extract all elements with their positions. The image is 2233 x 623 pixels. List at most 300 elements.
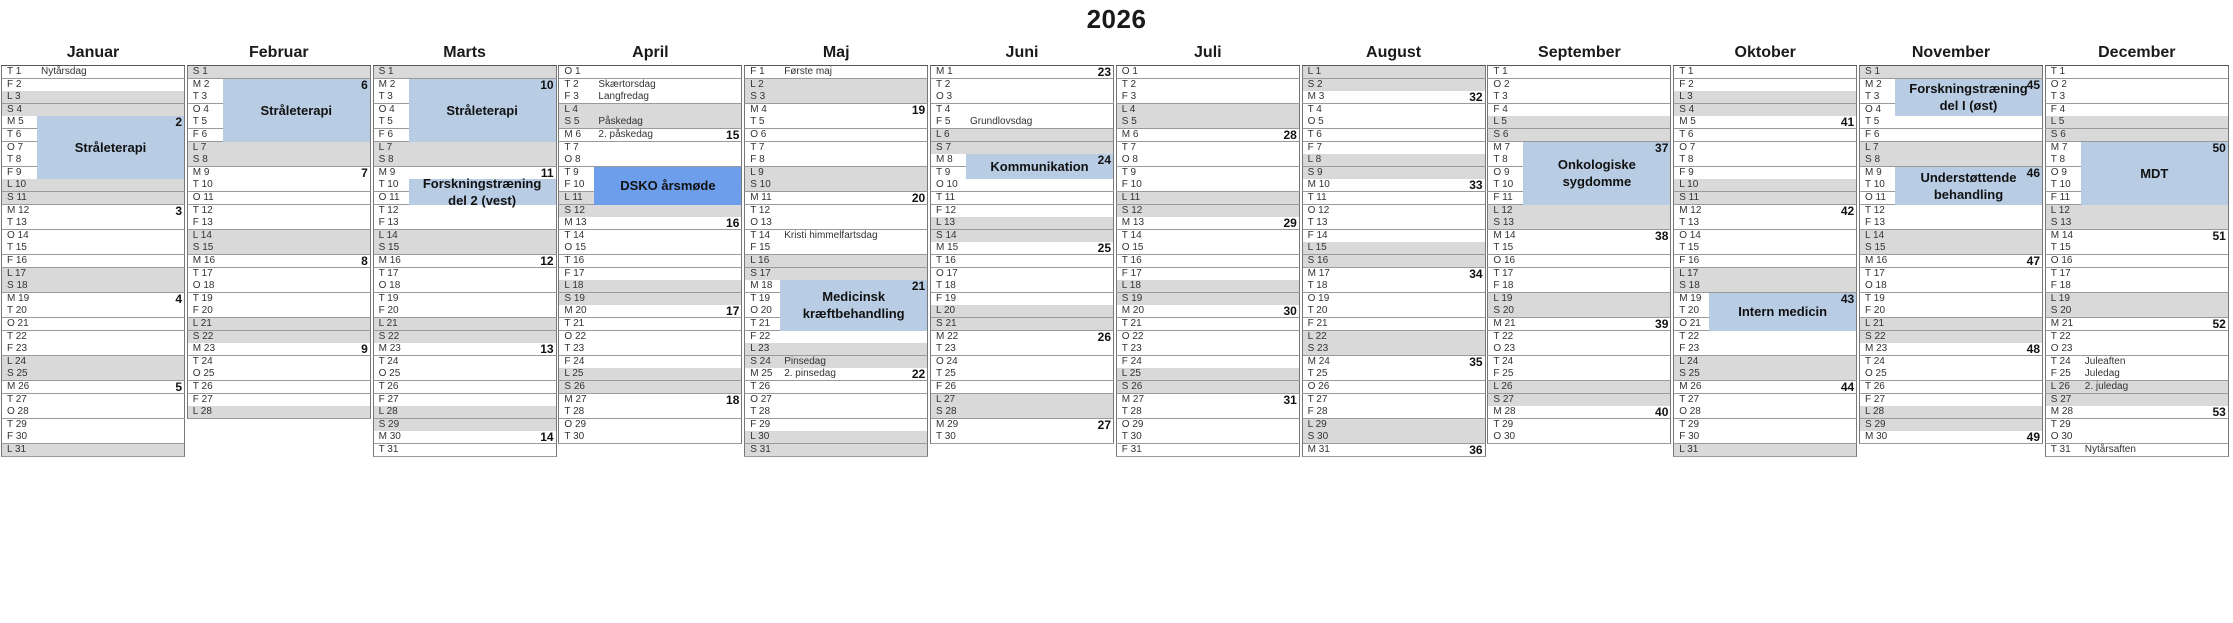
day-cell[interactable] bbox=[1, 343, 185, 356]
day-cell[interactable] bbox=[373, 142, 557, 155]
day-cell[interactable] bbox=[744, 91, 928, 104]
day-cell[interactable] bbox=[187, 230, 371, 243]
day-cell[interactable] bbox=[2045, 293, 2229, 306]
day-cell[interactable] bbox=[930, 104, 1114, 117]
day-cell[interactable] bbox=[930, 431, 1114, 444]
day-cell[interactable] bbox=[744, 167, 928, 180]
day-cell[interactable] bbox=[1116, 205, 1300, 218]
day-cell[interactable] bbox=[1116, 179, 1300, 192]
day-cell[interactable] bbox=[558, 142, 742, 155]
day-cell[interactable] bbox=[373, 293, 557, 306]
day-cell[interactable] bbox=[187, 280, 371, 293]
day-cell[interactable] bbox=[558, 66, 742, 79]
day-cell[interactable] bbox=[558, 154, 742, 167]
day-cell[interactable] bbox=[1673, 431, 1857, 444]
day-cell[interactable] bbox=[930, 217, 1114, 230]
day-cell[interactable] bbox=[1302, 104, 1486, 117]
day-cell[interactable] bbox=[930, 242, 1114, 255]
day-cell[interactable] bbox=[558, 368, 742, 381]
day-cell[interactable] bbox=[558, 318, 742, 331]
day-cell[interactable] bbox=[930, 205, 1114, 218]
day-cell[interactable] bbox=[187, 142, 371, 155]
day-cell[interactable] bbox=[1673, 217, 1857, 230]
day-cell[interactable] bbox=[373, 280, 557, 293]
day-cell[interactable] bbox=[1673, 179, 1857, 192]
day-cell[interactable] bbox=[1116, 343, 1300, 356]
day-cell[interactable] bbox=[1302, 356, 1486, 369]
day-cell[interactable] bbox=[1673, 142, 1857, 155]
day-cell[interactable] bbox=[558, 305, 742, 318]
day-cell[interactable] bbox=[1673, 331, 1857, 344]
day-cell[interactable] bbox=[1116, 406, 1300, 419]
day-cell[interactable] bbox=[373, 394, 557, 407]
day-cell[interactable] bbox=[930, 79, 1114, 92]
day-cell[interactable] bbox=[187, 242, 371, 255]
day-cell[interactable] bbox=[1859, 431, 2043, 444]
day-cell[interactable] bbox=[187, 356, 371, 369]
day-cell[interactable] bbox=[187, 66, 371, 79]
day-cell[interactable] bbox=[1302, 431, 1486, 444]
day-cell[interactable] bbox=[558, 217, 742, 230]
day-cell[interactable] bbox=[187, 192, 371, 205]
day-cell[interactable] bbox=[930, 129, 1114, 142]
day-cell[interactable] bbox=[1859, 293, 2043, 306]
event-block[interactable] bbox=[1523, 142, 1670, 205]
day-cell[interactable] bbox=[1, 66, 185, 79]
day-cell[interactable] bbox=[558, 104, 742, 117]
day-cell[interactable] bbox=[930, 318, 1114, 331]
day-cell[interactable] bbox=[1116, 444, 1300, 457]
day-cell[interactable] bbox=[558, 255, 742, 268]
day-cell[interactable] bbox=[1487, 230, 1671, 243]
day-cell[interactable] bbox=[1116, 305, 1300, 318]
day-cell[interactable] bbox=[744, 331, 928, 344]
day-cell[interactable] bbox=[1302, 217, 1486, 230]
day-cell[interactable] bbox=[558, 116, 742, 129]
day-cell[interactable] bbox=[744, 356, 928, 369]
day-cell[interactable] bbox=[1859, 343, 2043, 356]
day-cell[interactable] bbox=[744, 394, 928, 407]
day-cell[interactable] bbox=[1302, 91, 1486, 104]
day-cell[interactable] bbox=[373, 356, 557, 369]
day-cell[interactable] bbox=[1, 79, 185, 92]
day-cell[interactable] bbox=[373, 255, 557, 268]
day-cell[interactable] bbox=[1116, 217, 1300, 230]
day-cell[interactable] bbox=[1487, 217, 1671, 230]
day-cell[interactable] bbox=[744, 192, 928, 205]
day-cell[interactable] bbox=[1487, 255, 1671, 268]
day-cell[interactable] bbox=[373, 381, 557, 394]
day-cell[interactable] bbox=[1302, 381, 1486, 394]
day-cell[interactable] bbox=[187, 368, 371, 381]
day-cell[interactable] bbox=[1487, 343, 1671, 356]
day-cell[interactable] bbox=[2045, 230, 2229, 243]
day-cell[interactable] bbox=[2045, 66, 2229, 79]
day-cell[interactable] bbox=[1, 205, 185, 218]
day-cell[interactable] bbox=[930, 268, 1114, 281]
day-cell[interactable] bbox=[1487, 280, 1671, 293]
day-cell[interactable] bbox=[187, 255, 371, 268]
event-block[interactable] bbox=[223, 79, 370, 142]
day-cell[interactable] bbox=[930, 331, 1114, 344]
day-cell[interactable] bbox=[744, 406, 928, 419]
day-cell[interactable] bbox=[1302, 179, 1486, 192]
day-cell[interactable] bbox=[1673, 356, 1857, 369]
day-cell[interactable] bbox=[558, 91, 742, 104]
day-cell[interactable] bbox=[558, 406, 742, 419]
day-cell[interactable] bbox=[1, 293, 185, 306]
day-cell[interactable] bbox=[1116, 154, 1300, 167]
day-cell[interactable] bbox=[1302, 255, 1486, 268]
day-cell[interactable] bbox=[187, 179, 371, 192]
day-cell[interactable] bbox=[1487, 205, 1671, 218]
day-cell[interactable] bbox=[744, 381, 928, 394]
day-cell[interactable] bbox=[744, 343, 928, 356]
day-cell[interactable] bbox=[1487, 104, 1671, 117]
day-cell[interactable] bbox=[1673, 91, 1857, 104]
day-cell[interactable] bbox=[1487, 394, 1671, 407]
day-cell[interactable] bbox=[1, 331, 185, 344]
day-cell[interactable] bbox=[1673, 368, 1857, 381]
day-cell[interactable] bbox=[1487, 79, 1671, 92]
day-cell[interactable] bbox=[1673, 280, 1857, 293]
day-cell[interactable] bbox=[558, 79, 742, 92]
day-cell[interactable] bbox=[1116, 230, 1300, 243]
day-cell[interactable] bbox=[930, 66, 1114, 79]
day-cell[interactable] bbox=[1673, 255, 1857, 268]
day-cell[interactable] bbox=[744, 179, 928, 192]
day-cell[interactable] bbox=[1859, 154, 2043, 167]
day-cell[interactable] bbox=[558, 356, 742, 369]
day-cell[interactable] bbox=[1, 356, 185, 369]
day-cell[interactable] bbox=[1302, 444, 1486, 457]
day-cell[interactable] bbox=[1, 444, 185, 457]
day-cell[interactable] bbox=[1302, 331, 1486, 344]
day-cell[interactable] bbox=[1673, 242, 1857, 255]
day-cell[interactable] bbox=[1487, 318, 1671, 331]
day-cell[interactable] bbox=[930, 343, 1114, 356]
day-cell[interactable] bbox=[930, 142, 1114, 155]
day-cell[interactable] bbox=[744, 268, 928, 281]
day-cell[interactable] bbox=[187, 394, 371, 407]
day-cell[interactable] bbox=[1673, 419, 1857, 432]
day-cell[interactable] bbox=[1859, 205, 2043, 218]
day-cell[interactable] bbox=[930, 179, 1114, 192]
day-cell[interactable] bbox=[1859, 129, 2043, 142]
day-cell[interactable] bbox=[1673, 394, 1857, 407]
event-block[interactable] bbox=[780, 280, 927, 330]
day-cell[interactable] bbox=[1116, 79, 1300, 92]
day-cell[interactable] bbox=[1673, 205, 1857, 218]
day-cell[interactable] bbox=[1673, 129, 1857, 142]
day-cell[interactable] bbox=[930, 419, 1114, 432]
day-cell[interactable] bbox=[1116, 280, 1300, 293]
day-cell[interactable] bbox=[744, 116, 928, 129]
day-cell[interactable] bbox=[1302, 79, 1486, 92]
day-cell[interactable] bbox=[1302, 318, 1486, 331]
day-cell[interactable] bbox=[2045, 343, 2229, 356]
day-cell[interactable] bbox=[187, 293, 371, 306]
day-cell[interactable] bbox=[1116, 142, 1300, 155]
day-cell[interactable] bbox=[373, 217, 557, 230]
day-cell[interactable] bbox=[2045, 280, 2229, 293]
day-cell[interactable] bbox=[1, 255, 185, 268]
day-cell[interactable] bbox=[744, 217, 928, 230]
day-cell[interactable] bbox=[1487, 381, 1671, 394]
day-cell[interactable] bbox=[744, 129, 928, 142]
day-cell[interactable] bbox=[1487, 242, 1671, 255]
day-cell[interactable] bbox=[930, 280, 1114, 293]
day-cell[interactable] bbox=[1673, 230, 1857, 243]
day-cell[interactable] bbox=[2045, 419, 2229, 432]
day-cell[interactable] bbox=[187, 381, 371, 394]
day-cell[interactable] bbox=[558, 343, 742, 356]
day-cell[interactable] bbox=[1302, 368, 1486, 381]
day-cell[interactable] bbox=[373, 305, 557, 318]
day-cell[interactable] bbox=[1487, 368, 1671, 381]
day-cell[interactable] bbox=[744, 230, 928, 243]
day-cell[interactable] bbox=[1302, 268, 1486, 281]
day-cell[interactable] bbox=[2045, 431, 2229, 444]
day-cell[interactable] bbox=[1859, 230, 2043, 243]
day-cell[interactable] bbox=[1, 431, 185, 444]
day-cell[interactable] bbox=[373, 419, 557, 432]
day-cell[interactable] bbox=[744, 79, 928, 92]
event-block[interactable] bbox=[1895, 167, 2042, 205]
day-cell[interactable] bbox=[1859, 305, 2043, 318]
day-cell[interactable] bbox=[744, 419, 928, 432]
day-cell[interactable] bbox=[1302, 343, 1486, 356]
day-cell[interactable] bbox=[2045, 381, 2229, 394]
day-cell[interactable] bbox=[1302, 129, 1486, 142]
day-cell[interactable] bbox=[1302, 167, 1486, 180]
event-block[interactable] bbox=[37, 116, 184, 179]
day-cell[interactable] bbox=[187, 305, 371, 318]
day-cell[interactable] bbox=[558, 419, 742, 432]
day-cell[interactable] bbox=[373, 406, 557, 419]
day-cell[interactable] bbox=[373, 331, 557, 344]
day-cell[interactable] bbox=[558, 230, 742, 243]
day-cell[interactable] bbox=[1, 406, 185, 419]
event-block[interactable] bbox=[1895, 79, 2042, 117]
day-cell[interactable] bbox=[1487, 419, 1671, 432]
day-cell[interactable] bbox=[187, 167, 371, 180]
day-cell[interactable] bbox=[2045, 242, 2229, 255]
day-cell[interactable] bbox=[1116, 431, 1300, 444]
day-cell[interactable] bbox=[558, 331, 742, 344]
day-cell[interactable] bbox=[1859, 66, 2043, 79]
day-cell[interactable] bbox=[2045, 305, 2229, 318]
day-cell[interactable] bbox=[1, 217, 185, 230]
day-cell[interactable] bbox=[1859, 142, 2043, 155]
day-cell[interactable] bbox=[930, 368, 1114, 381]
day-cell[interactable] bbox=[187, 343, 371, 356]
day-cell[interactable] bbox=[744, 104, 928, 117]
day-cell[interactable] bbox=[1673, 104, 1857, 117]
day-cell[interactable] bbox=[1116, 91, 1300, 104]
day-cell[interactable] bbox=[558, 129, 742, 142]
day-cell[interactable] bbox=[1673, 167, 1857, 180]
day-cell[interactable] bbox=[1, 394, 185, 407]
day-cell[interactable] bbox=[1116, 129, 1300, 142]
day-cell[interactable] bbox=[558, 394, 742, 407]
day-cell[interactable] bbox=[1, 305, 185, 318]
day-cell[interactable] bbox=[558, 242, 742, 255]
day-cell[interactable] bbox=[558, 280, 742, 293]
day-cell[interactable] bbox=[373, 154, 557, 167]
day-cell[interactable] bbox=[1116, 192, 1300, 205]
day-cell[interactable] bbox=[1673, 154, 1857, 167]
day-cell[interactable] bbox=[187, 318, 371, 331]
day-cell[interactable] bbox=[1116, 293, 1300, 306]
day-cell[interactable] bbox=[1859, 381, 2043, 394]
day-cell[interactable] bbox=[373, 268, 557, 281]
day-cell[interactable] bbox=[1487, 431, 1671, 444]
day-cell[interactable] bbox=[1302, 242, 1486, 255]
day-cell[interactable] bbox=[1, 381, 185, 394]
day-cell[interactable] bbox=[2045, 91, 2229, 104]
day-cell[interactable] bbox=[2045, 116, 2229, 129]
day-cell[interactable] bbox=[1116, 381, 1300, 394]
day-cell[interactable] bbox=[1116, 394, 1300, 407]
day-cell[interactable] bbox=[1, 91, 185, 104]
day-cell[interactable] bbox=[558, 293, 742, 306]
day-cell[interactable] bbox=[1302, 419, 1486, 432]
day-cell[interactable] bbox=[1673, 406, 1857, 419]
day-cell[interactable] bbox=[744, 242, 928, 255]
day-cell[interactable] bbox=[1859, 217, 2043, 230]
day-cell[interactable] bbox=[1673, 444, 1857, 457]
day-cell[interactable] bbox=[1, 280, 185, 293]
day-cell[interactable] bbox=[1302, 116, 1486, 129]
day-cell[interactable] bbox=[1859, 280, 2043, 293]
day-cell[interactable] bbox=[1859, 255, 2043, 268]
day-cell[interactable] bbox=[1859, 356, 2043, 369]
day-cell[interactable] bbox=[1116, 167, 1300, 180]
day-cell[interactable] bbox=[187, 154, 371, 167]
day-cell[interactable] bbox=[2045, 79, 2229, 92]
day-cell[interactable] bbox=[930, 394, 1114, 407]
day-cell[interactable] bbox=[1116, 318, 1300, 331]
day-cell[interactable] bbox=[1859, 331, 2043, 344]
day-cell[interactable] bbox=[1116, 116, 1300, 129]
day-cell[interactable] bbox=[1487, 116, 1671, 129]
day-cell[interactable] bbox=[930, 305, 1114, 318]
day-cell[interactable] bbox=[373, 343, 557, 356]
day-cell[interactable] bbox=[1116, 66, 1300, 79]
day-cell[interactable] bbox=[1302, 305, 1486, 318]
day-cell[interactable] bbox=[1302, 280, 1486, 293]
day-cell[interactable] bbox=[558, 431, 742, 444]
day-cell[interactable] bbox=[2045, 129, 2229, 142]
day-cell[interactable] bbox=[373, 431, 557, 444]
day-cell[interactable] bbox=[1116, 368, 1300, 381]
day-cell[interactable] bbox=[1487, 268, 1671, 281]
day-cell[interactable] bbox=[930, 116, 1114, 129]
day-cell[interactable] bbox=[187, 217, 371, 230]
day-cell[interactable] bbox=[1302, 205, 1486, 218]
day-cell[interactable] bbox=[1673, 268, 1857, 281]
day-cell[interactable] bbox=[1116, 419, 1300, 432]
day-cell[interactable] bbox=[1673, 79, 1857, 92]
day-cell[interactable] bbox=[1859, 318, 2043, 331]
day-cell[interactable] bbox=[2045, 217, 2229, 230]
day-cell[interactable] bbox=[2045, 356, 2229, 369]
day-cell[interactable] bbox=[744, 142, 928, 155]
day-cell[interactable] bbox=[744, 205, 928, 218]
day-cell[interactable] bbox=[930, 293, 1114, 306]
day-cell[interactable] bbox=[744, 368, 928, 381]
day-cell[interactable] bbox=[2045, 255, 2229, 268]
day-cell[interactable] bbox=[1116, 331, 1300, 344]
day-cell[interactable] bbox=[2045, 268, 2229, 281]
day-cell[interactable] bbox=[1302, 230, 1486, 243]
day-cell[interactable] bbox=[2045, 406, 2229, 419]
day-cell[interactable] bbox=[1116, 268, 1300, 281]
event-block[interactable] bbox=[594, 167, 741, 205]
day-cell[interactable] bbox=[1487, 356, 1671, 369]
day-cell[interactable] bbox=[1487, 406, 1671, 419]
day-cell[interactable] bbox=[1859, 242, 2043, 255]
day-cell[interactable] bbox=[744, 444, 928, 457]
day-cell[interactable] bbox=[1487, 91, 1671, 104]
event-block[interactable] bbox=[409, 79, 556, 142]
day-cell[interactable] bbox=[2045, 331, 2229, 344]
day-cell[interactable] bbox=[1673, 116, 1857, 129]
day-cell[interactable] bbox=[1673, 66, 1857, 79]
day-cell[interactable] bbox=[1116, 242, 1300, 255]
day-cell[interactable] bbox=[1302, 293, 1486, 306]
day-cell[interactable] bbox=[744, 255, 928, 268]
day-cell[interactable] bbox=[1302, 406, 1486, 419]
day-cell[interactable] bbox=[187, 406, 371, 419]
day-cell[interactable] bbox=[1859, 419, 2043, 432]
day-cell[interactable] bbox=[187, 331, 371, 344]
day-cell[interactable] bbox=[2045, 104, 2229, 117]
event-block[interactable] bbox=[409, 175, 556, 208]
day-cell[interactable] bbox=[1859, 268, 2043, 281]
day-cell[interactable] bbox=[930, 381, 1114, 394]
day-cell[interactable] bbox=[1487, 129, 1671, 142]
day-cell[interactable] bbox=[930, 91, 1114, 104]
event-block[interactable] bbox=[2081, 142, 2228, 205]
day-cell[interactable] bbox=[1859, 368, 2043, 381]
day-cell[interactable] bbox=[1487, 305, 1671, 318]
day-cell[interactable] bbox=[1487, 293, 1671, 306]
event-block[interactable] bbox=[1709, 293, 1856, 331]
day-cell[interactable] bbox=[373, 66, 557, 79]
day-cell[interactable] bbox=[930, 255, 1114, 268]
event-block[interactable] bbox=[966, 154, 1113, 179]
day-cell[interactable] bbox=[744, 66, 928, 79]
day-cell[interactable] bbox=[1, 104, 185, 117]
day-cell[interactable] bbox=[1, 368, 185, 381]
day-cell[interactable] bbox=[1, 242, 185, 255]
day-cell[interactable] bbox=[558, 268, 742, 281]
day-cell[interactable] bbox=[1116, 104, 1300, 117]
day-cell[interactable] bbox=[1302, 394, 1486, 407]
day-cell[interactable] bbox=[1673, 192, 1857, 205]
day-cell[interactable] bbox=[1859, 116, 2043, 129]
day-cell[interactable] bbox=[1302, 192, 1486, 205]
day-cell[interactable] bbox=[930, 192, 1114, 205]
day-cell[interactable] bbox=[1, 318, 185, 331]
day-cell[interactable] bbox=[373, 242, 557, 255]
day-cell[interactable] bbox=[373, 318, 557, 331]
day-cell[interactable] bbox=[744, 154, 928, 167]
day-cell[interactable] bbox=[1859, 406, 2043, 419]
day-cell[interactable] bbox=[2045, 444, 2229, 457]
